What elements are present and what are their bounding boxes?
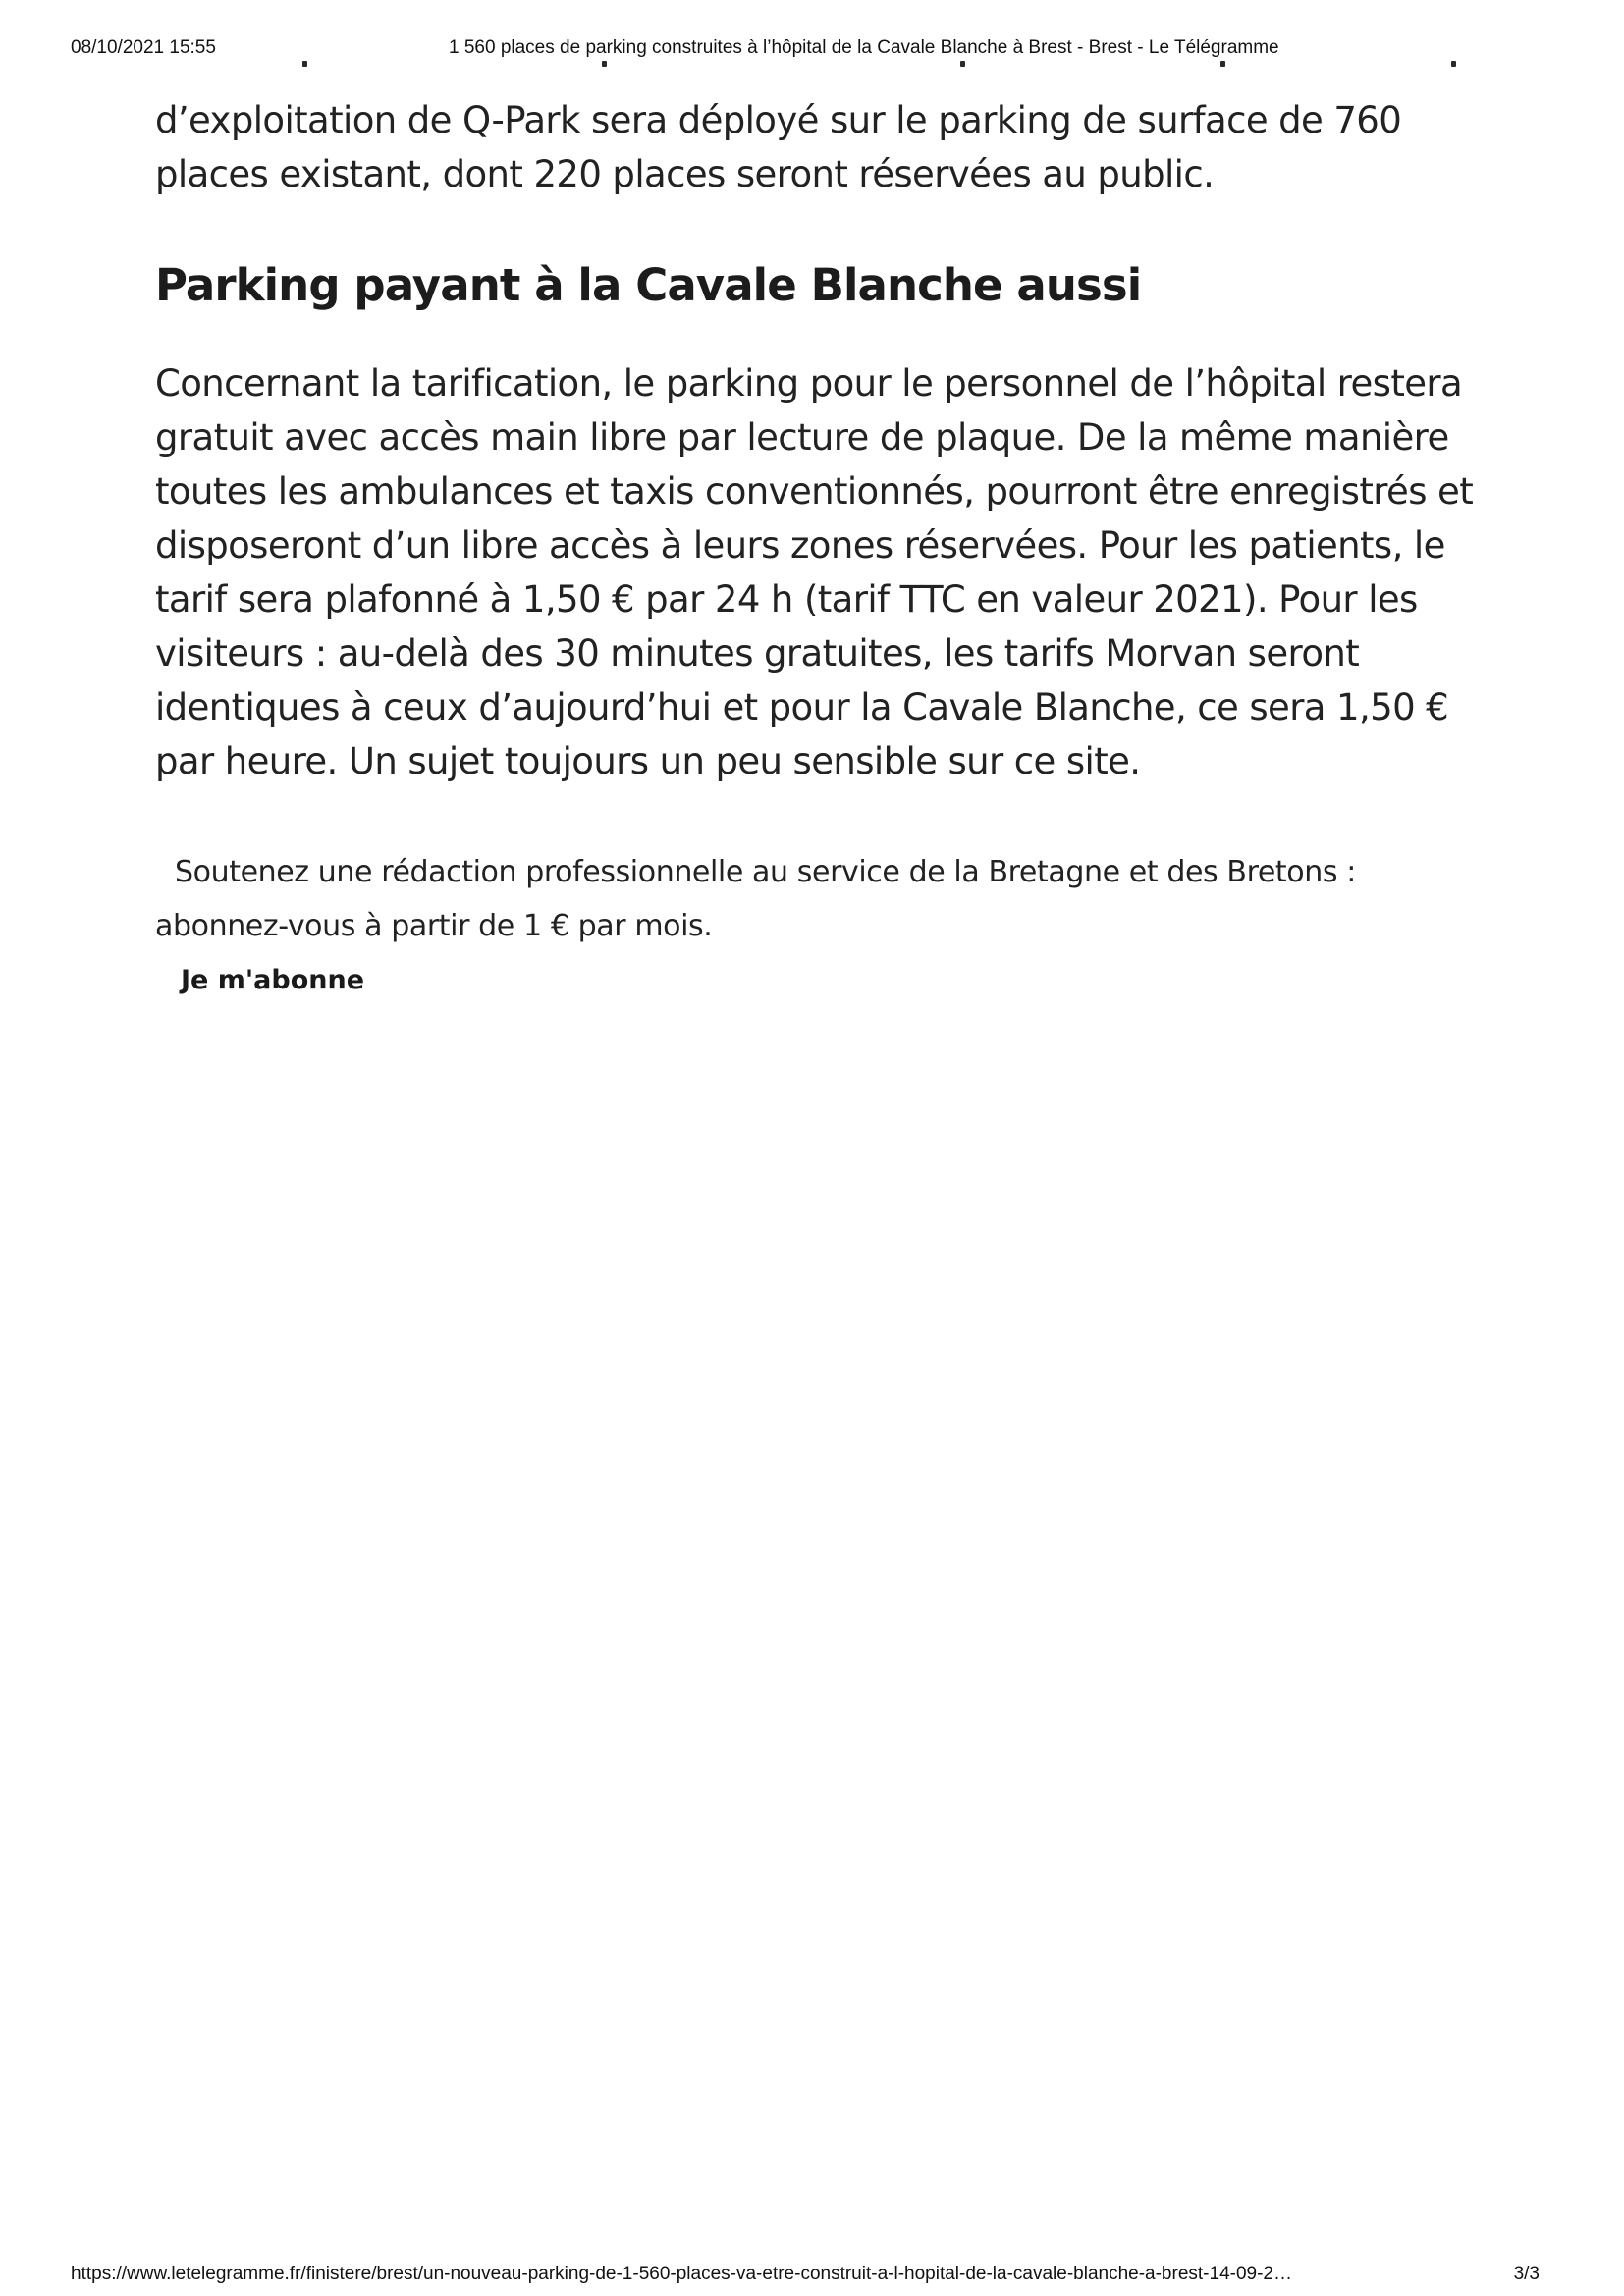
promo-line: Soutenez une rédaction professionnelle au service de la Bretagne et des Bretons :	[175, 855, 1356, 889]
page-url: https://www.letelegramme.fr/finistere/brest/un-nouveau-parking-de-1-560-places-va-etre-construit-a-l-hopital-de-la-cavale-blanche-a-brest-14-09-2…	[71, 2264, 1292, 2284]
print-date: 08/10/2021 15:55	[71, 37, 216, 58]
print-page-title: 1 560 places de parking construites à l’hôpital de la Cavale Blanche à Brest - Brest - Le Télégramme	[449, 37, 1279, 58]
page-number: 3/3	[1513, 2264, 1540, 2284]
subscription-promo	[155, 845, 1500, 953]
subscribe-link[interactable]: Je m'abonne	[181, 965, 365, 995]
article-paragraph: d’exploitation de Q-Park sera déployé sur le parking de surface de 760 places existant, dont 220 places seront réservées au public.	[155, 99, 1402, 195]
cropped-text-line	[155, 57, 1481, 71]
promo-line: abonnez-vous à partir de 1 € par mois.	[155, 909, 713, 943]
print-footer	[71, 2264, 1565, 2287]
article-subheading: Parking payant à la Cavale Blanche aussi	[155, 259, 1142, 311]
article-paragraph: Concernant la tarification, le parking pour le personnel de l’hôpital restera gratuit avec accès main libre par lecture de plaque. De la même manière toutes les ambulances et taxis conventionnés, pourront être enregistrés et disposeront d’un libre accès à leurs zones réservées. Pour les patients, le tarif sera plafonné à 1,50 € par 24 h (tarif TTC en valeur 2021). Pour les visiteurs : au-delà des 30 minutes gratuites, les tarifs Morvan seront identiques à ceux d’aujourd’hui et pour la Cavale Blanche, ce sera 1,50 € par heure. Un sujet toujours un peu sensible sur ce site.	[155, 362, 1474, 782]
article-body	[155, 93, 1500, 995]
